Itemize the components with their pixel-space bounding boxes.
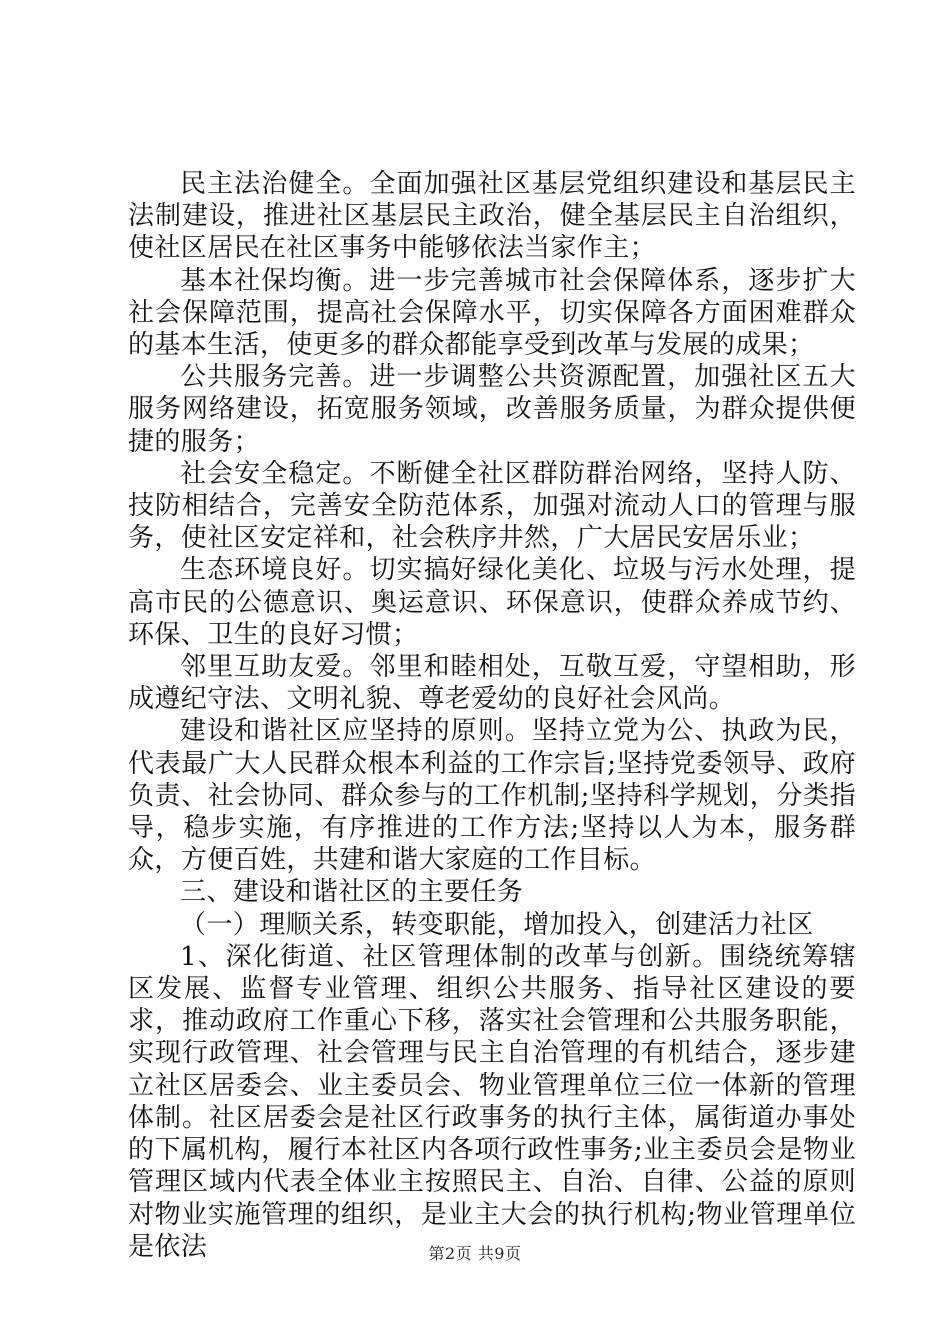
- paragraph-ecology: 生态环境良好。切实搞好绿化美化、垃圾与污水处理，提高市民的公德意识、奥运意识、环保意识，使群众养成节约、环保、卫生的良好习惯；: [128, 555, 856, 650]
- paragraph-social-security: 基本社保均衡。进一步完善城市社会保障体系，逐步扩大社会保障范围，提高社会保障水平，切实保障各方面困难群众的基本生活，使更多的群众都能享受到改革与发展的成果；: [128, 265, 856, 361]
- paragraph-management-reform: 1、深化街道、社区管理体制的改革与创新。围绕统筹辖区发展、监督专业管理、组织公共服务、指导社区建设的要求，推动政府工作重心下移，落实社会管理和公共服务职能，实现行政管理、社会管理与民主自治管理的有机结合，逐步建立社区居委会、业主委员会、物业管理单位三位一体新的管理体制。社区居委会是社区行政事务的执行主体，属街道办事处的下属机构，履行本社区内各项行政性事务;业主委员会是物业管理区域内代表全体业主按照民主、自治、自律、公益的原则对物业实施管理的组织，是业主大会的执行机构;物业管理单位是依法: [128, 941, 856, 1262]
- page-number-footer: 第2页 共9页: [428, 1244, 522, 1263]
- paragraph-principles: 建设和谐社区应坚持的原则。坚持立党为公、执政为民，代表最广大人民群众根本利益的工作宗旨;坚持党委领导、政府负责、社会协同、群众参与的工作机制;坚持科学规划，分类指导，稳步实施，有序推进的工作方法;坚持以人为本，服务群众，方便百姓，共建和谐大家庭的工作目标。: [128, 716, 856, 876]
- document-body: [128, 168, 856, 1263]
- paragraph-democracy: 民主法治健全。全面加强社区基层党组织建设和基层民主法制建设，推进社区基层民主政治，健全基层民主自治组织，使社区居民在社区事务中能够依法当家作主；: [128, 169, 856, 264]
- subsection-heading: （一）理顺关系，转变职能，增加投入，创建活力社区: [180, 909, 814, 940]
- section-heading: 三、建设和谐社区的主要任务: [180, 877, 524, 908]
- paragraph-public-services: 公共服务完善。进一步调整公共资源配置，加强社区五大服务网络建设，拓宽服务领域，改善服务质量，为群众提供便捷的服务；: [128, 362, 856, 457]
- paragraph-social-safety: 社会安全稳定。不断健全社区群防群治网络，坚持人防、技防相结合，完善安全防范体系，加强对流动人口的管理与服务，使社区安定祥和，社会秩序井然，广大居民安居乐业；: [128, 458, 856, 554]
- paragraph-neighborhood: 邻里互助友爱。邻里和睦相处，互敬互爱，守望相助，形成遵纪守法、文明礼貌、尊老爱幼的良好社会风尚。: [128, 652, 856, 715]
